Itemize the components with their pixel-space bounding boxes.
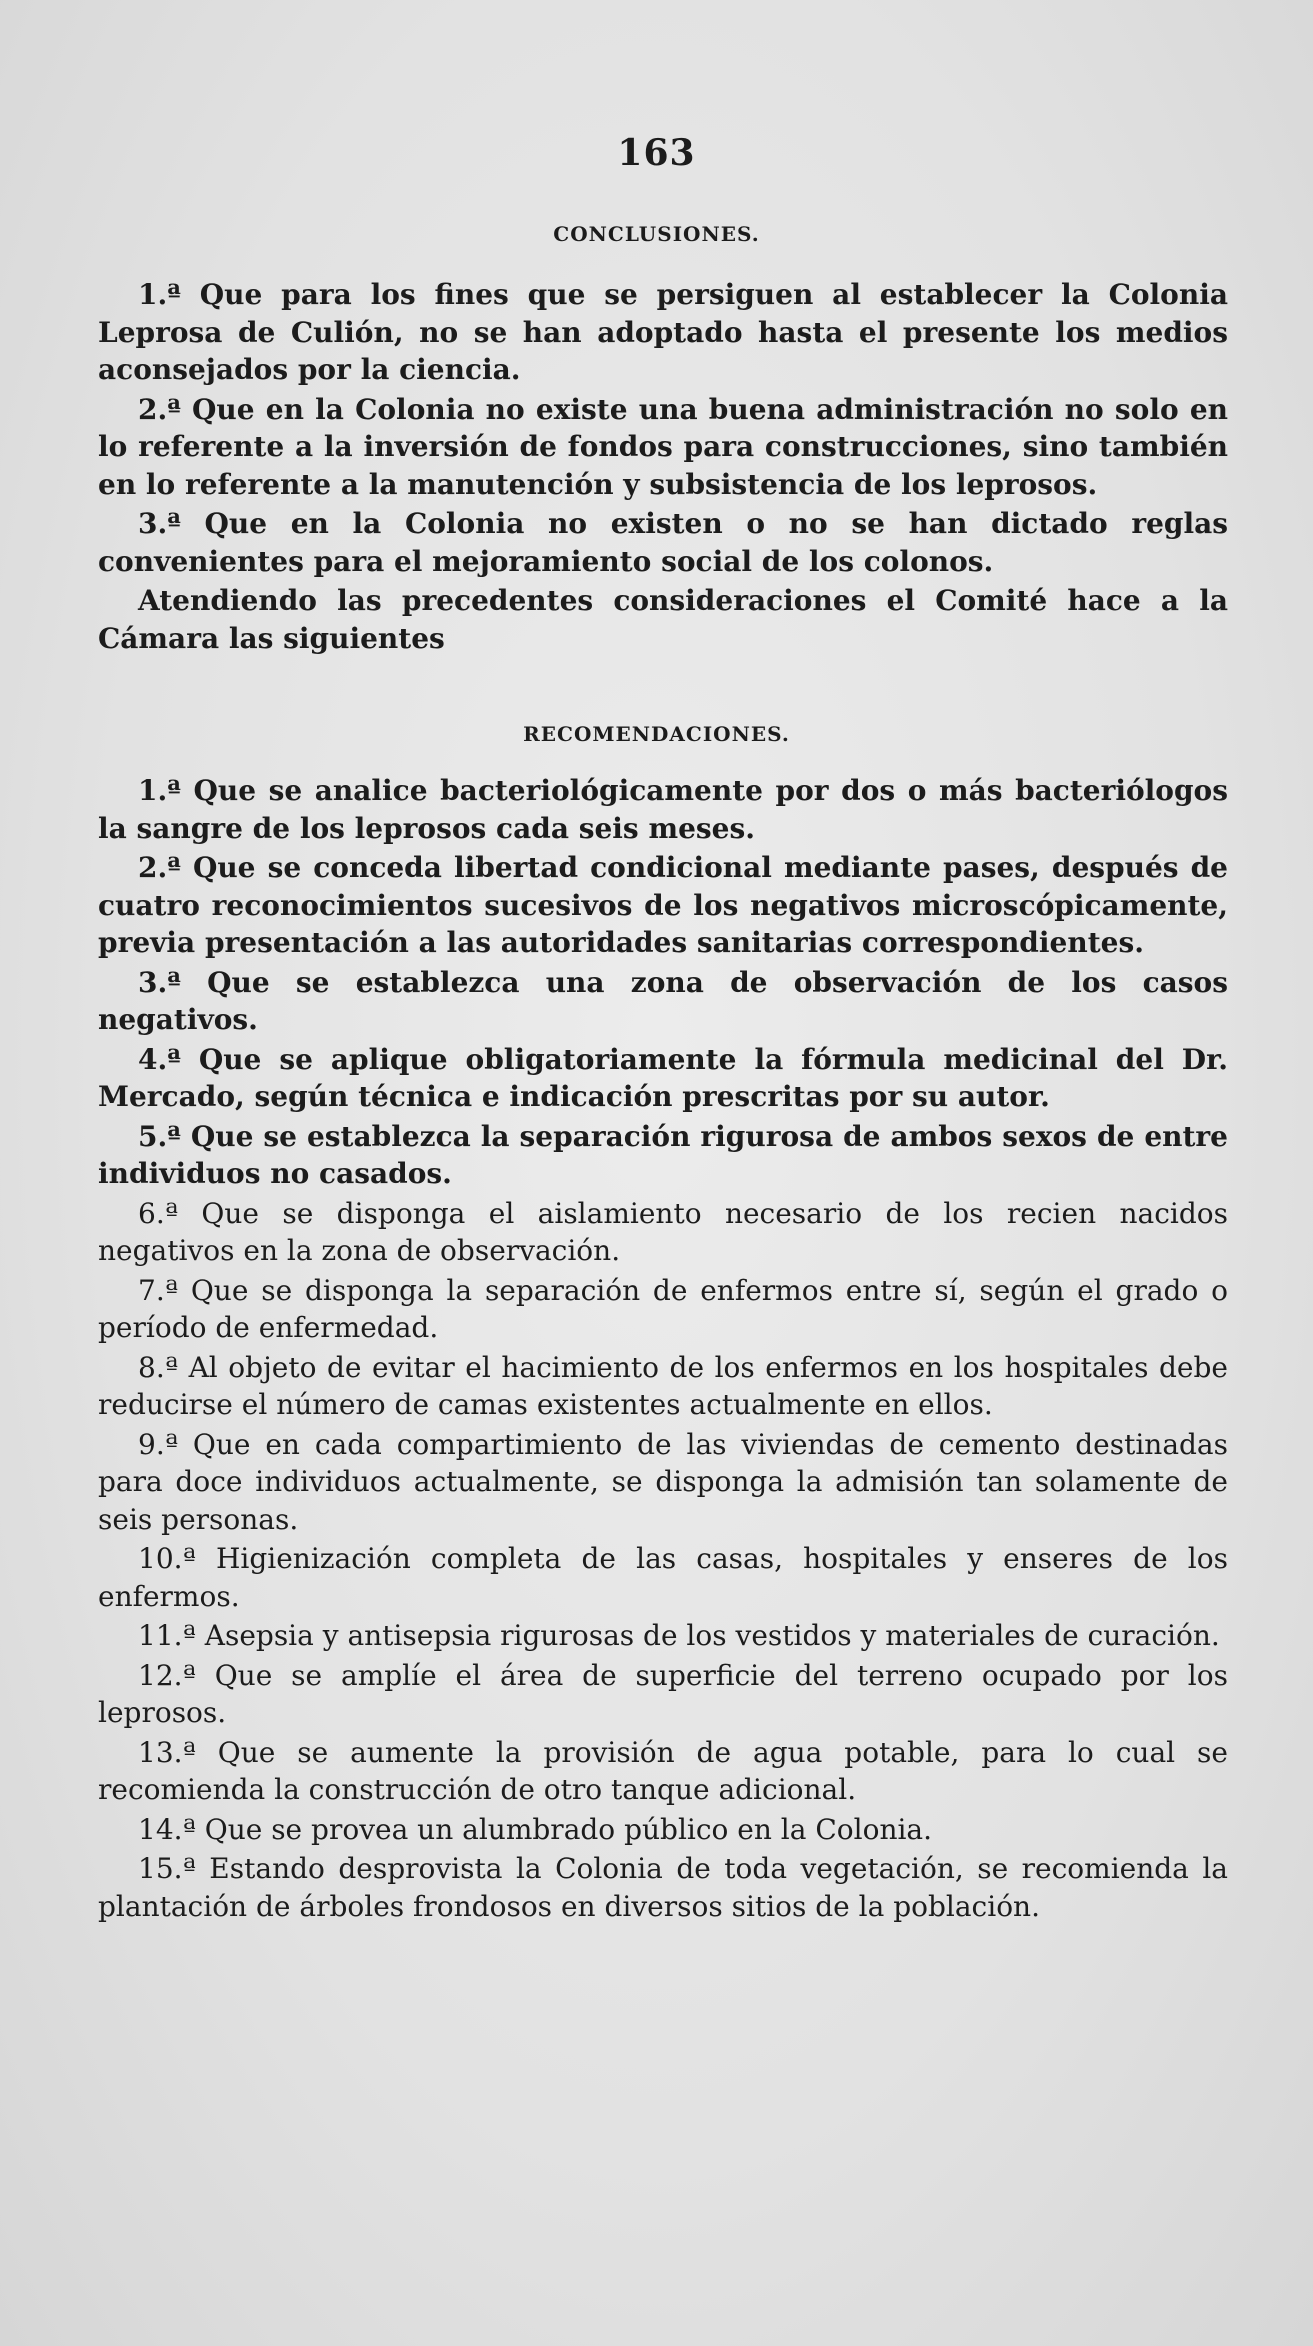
recommendations-section <box>98 772 1228 1927</box>
recommendation-item: 11.ª Asepsia y antisepsia rigurosas de los vestidos y materiales de curación. <box>138 1619 1220 1652</box>
recommendation-item: 1.ª Que se analice bacteriológicamente por dos o más bacteriólogos la sangre de los leprosos cada seis meses. <box>98 774 1228 845</box>
recommendation-item: 13.ª Que se aumente la provisión de agua potable, para lo cual se recomienda la construcción de otro tanque adicional. <box>98 1735 1228 1806</box>
recommendation-item: 4.ª Que se aplique obligatoriamente la fórmula medicinal del Dr. Mercado, según técnica e indicación prescritas por su autor. <box>98 1042 1228 1113</box>
conclusion-item: 1.ª Que para los fines que se persiguen al establecer la Colonia Leprosa de Culión, no se han adoptado hasta el presente los medios aconsejados por la ciencia. <box>98 278 1228 386</box>
conclusions-section <box>98 276 1228 659</box>
conclusion-item: 2.ª Que en la Colonia no existe una buena administración no solo en lo referente a la inversión de fondos para construcciones, sino también en lo referente a la manutención y subsistencia de los leprosos. <box>98 392 1228 501</box>
recommendation-item: 3.ª Que se establezca una zona de observación de los casos negativos. <box>98 965 1228 1036</box>
recommendation-item: 14.ª Que se provea un alumbrado público en la Colonia. <box>138 1812 933 1846</box>
recommendation-item: 15.ª Estando desprovista la Colonia de toda vegetación, se recomienda la plantación de árboles frondosos en diversos sitios de la población. <box>98 1852 1228 1923</box>
conclusions-heading: CONCLUSIONES. <box>553 222 760 246</box>
page-number: 163 <box>617 132 696 174</box>
recommendation-item: 5.ª Que se establezca la separación rigurosa de ambos sexos de entre individuos no casados. <box>98 1119 1228 1190</box>
recommendation-item: 10.ª Higienización completa de las casas, hospitales y enseres de los enfermos. <box>98 1542 1228 1613</box>
recommendation-item: 8.ª Al objeto de evitar el hacimiento de los enfermos en los hospitales debe reducirse el número de camas existentes actualmente en ellos. <box>98 1350 1228 1421</box>
conclusion-item: 3.ª Que en la Colonia no existen o no se han dictado reglas convenientes para el mejoramiento social de los colonos. <box>98 507 1228 578</box>
recommendations-intro: Atendiendo las precedentes consideraciones el Comité hace a la Cámara las siguientes <box>98 584 1228 655</box>
recommendations-heading: RECOMENDACIONES. <box>523 722 790 746</box>
recommendation-item: 9.ª Que en cada compartimiento de las viviendas de cemento destinadas para doce individuos actualmente, se disponga la admisión tan solamente de seis personas. <box>98 1427 1228 1536</box>
recommendation-item: 6.ª Que se disponga el aislamiento necesario de los recien nacidos negativos en la zona de observación. <box>98 1196 1228 1267</box>
recommendation-item: 2.ª Que se conceda libertad condicional mediante pases, después de cuatro reconocimientos sucesivos de los negativos microscópicamente, previa presentación a las autoridades sanitarias correspondientes. <box>98 851 1228 959</box>
recommendation-item: 7.ª Que se disponga la separación de enfermos entre sí, según el grado o período de enfermedad. <box>98 1273 1228 1344</box>
recommendation-item: 12.ª Que se amplíe el área de superficie del terreno ocupado por los leprosos. <box>98 1658 1228 1729</box>
